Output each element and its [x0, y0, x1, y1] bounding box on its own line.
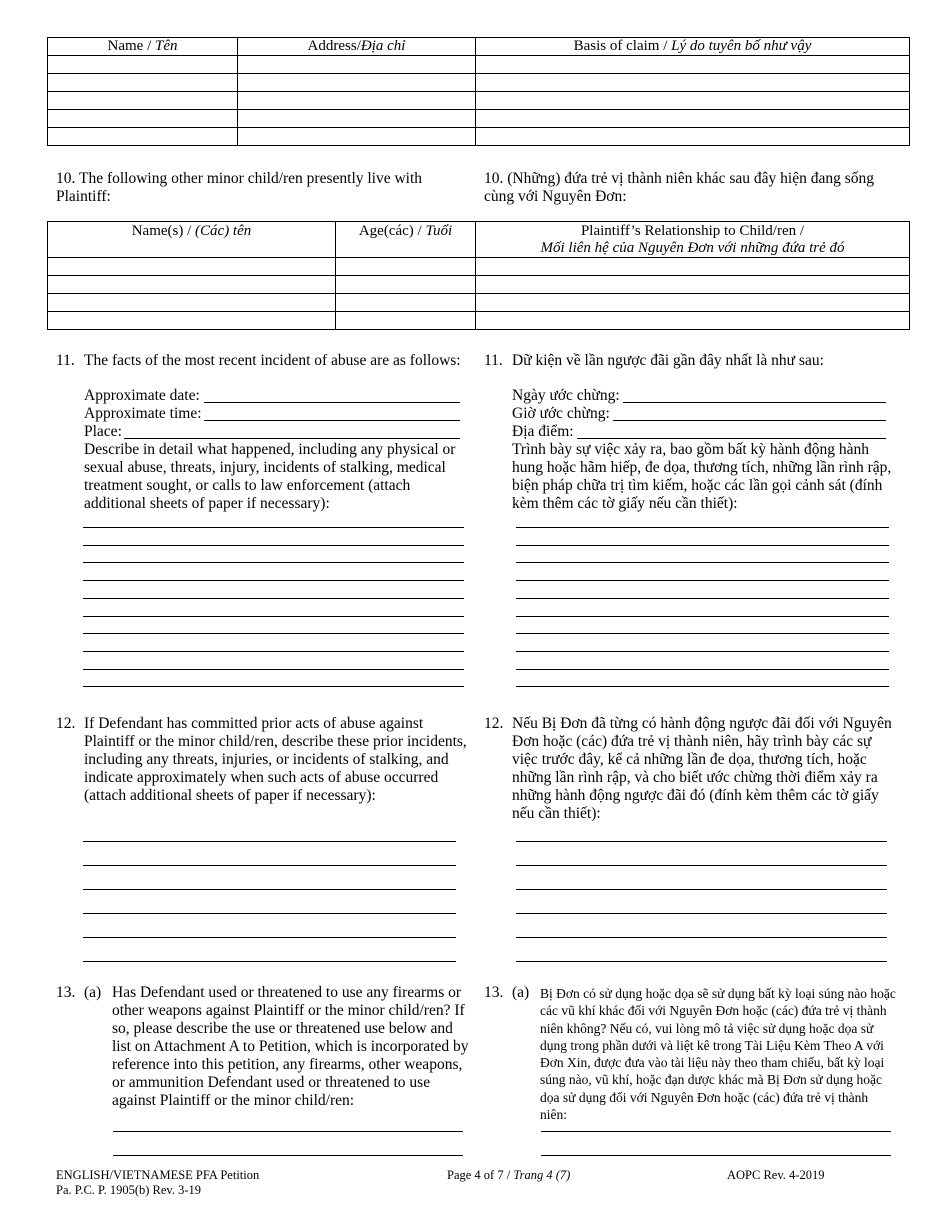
answer-line[interactable]: [83, 913, 456, 914]
section-13-en-number: 13.: [56, 984, 76, 1001]
table-row: [48, 74, 910, 92]
answer-line[interactable]: [83, 562, 464, 563]
answer-line[interactable]: [83, 598, 464, 599]
answer-line[interactable]: [516, 651, 889, 652]
answer-line[interactable]: [516, 889, 887, 890]
section-11-en-number: 11.: [56, 352, 75, 369]
age-cell[interactable]: [336, 294, 476, 312]
age-cell[interactable]: [336, 276, 476, 294]
address-cell[interactable]: [238, 74, 476, 92]
age-cell[interactable]: [336, 312, 476, 330]
approx-date-label: Approximate date:: [84, 387, 200, 404]
section-13-vi-text: Bị Đơn có sử dụng hoặc dọa sẽ sử dụng bất kỳ loại súng nào hoặc các vũ khí khác đối với Nguyên Đơn hoặc (các) đứa trẻ vị thành niên không? Nếu có, vui lòng mô tả việc sử dụng hoặc dọa sử dụng trong phần dưới và liệt kê trong Tài Liệu Kèm Theo A với Đơn Xin, được đưa vào tài liệu này theo tham chiếu, bất kỳ loại súng nào, vũ khí, hoặc đạn dược khác mà Bị Đơn sử dụng hoặc dọa sử dụng đối với Nguyên Đơn hoặc (các) đứa trẻ vị thành niên:: [540, 986, 896, 1123]
basis-cell[interactable]: [476, 74, 910, 92]
answer-line[interactable]: [83, 633, 464, 634]
section-11-vi-description: Trình bày sự việc xảy ra, bao gồm bất kỳ hành động hành hung hoặc hãm hiếp, đe dọa, thương tích, những lần rình rập, biện pháp chữa trị tìm kiếm, hoặc các lần gọi cảnh sát (đính kèm thêm các tờ giấy nếu cần thiết):: [512, 441, 892, 512]
section-11-vi-title: Dữ kiện về lần ngược đãi gần đây nhất là như sau:: [512, 352, 824, 369]
answer-line[interactable]: [83, 527, 464, 528]
ngay-label: Ngày ước chừng:: [512, 387, 620, 404]
place-label: Place:: [84, 423, 122, 440]
table-row: [48, 276, 910, 294]
table-row: [48, 294, 910, 312]
header-child-names: Name(s) / (Các) tên: [48, 222, 336, 258]
answer-line[interactable]: [516, 865, 887, 866]
answer-line[interactable]: [516, 686, 889, 687]
approx-time-label: Approximate time:: [84, 405, 202, 422]
answer-line[interactable]: [83, 889, 456, 890]
header-name: Name / Tên: [48, 38, 238, 56]
answer-line[interactable]: [516, 598, 889, 599]
section-13-en-text: Has Defendant used or threatened to use any firearms or other weapons against Plaintiff or the minor child/ren? If so, please describe the use or threatened use below and list on Attachment A to Petition, which is incorporated by reference into this petition, any firearms, other weapons, or ammunition Defendant used or threatened to use against Plaintiff or the minor child/ren:: [112, 984, 469, 1109]
table-row: [48, 110, 910, 128]
answer-line[interactable]: [516, 562, 889, 563]
section-12-vi-number: 12.: [484, 715, 504, 732]
answer-line[interactable]: [516, 633, 889, 634]
answer-line[interactable]: [83, 651, 464, 652]
child-name-cell[interactable]: [48, 294, 336, 312]
age-cell[interactable]: [336, 258, 476, 276]
form-title: ENGLISH/VIETNAMESE PFA Petition Pa. P.C. P. 1905(b) Rev. 3-19: [56, 1168, 260, 1197]
table-row: [48, 128, 910, 146]
answer-line[interactable]: [113, 1155, 463, 1156]
answer-line[interactable]: [516, 545, 889, 546]
answer-line[interactable]: [516, 913, 887, 914]
answer-line[interactable]: [516, 669, 889, 670]
header-basis: Basis of claim / Lý do tuyên bố như vậy: [476, 38, 910, 56]
name-cell[interactable]: [48, 56, 238, 74]
answer-line[interactable]: [83, 545, 464, 546]
page-number: Page 4 of 7 / Trang 4 (7): [447, 1168, 571, 1182]
ngay-line[interactable]: [623, 402, 886, 403]
basis-cell[interactable]: [476, 128, 910, 146]
section-10-en: 10. The following other minor child/ren presently live with Plaintiff:: [56, 170, 423, 205]
section-11-en-description: Describe in detail what happened, including any physical or sexual abuse, threats, injury, incidents of stalking, medical treatment sought, or calls to law enforcement (attach additional sheets of paper if necessary):: [84, 441, 456, 512]
answer-line[interactable]: [83, 686, 464, 687]
section-12-en-text: If Defendant has committed prior acts of abuse against Plaintiff or the minor child/ren, describe these prior incidents, including any threats, injuries, or incidents of stalking, and indicate approximately when such acts of abuse occurred (attach additional sheets of paper if necessary):: [84, 715, 467, 804]
claims-table: [47, 37, 910, 146]
approx-date-line[interactable]: [204, 402, 460, 403]
answer-line[interactable]: [541, 1155, 891, 1156]
address-cell[interactable]: [238, 128, 476, 146]
relationship-cell[interactable]: [476, 312, 910, 330]
answer-line[interactable]: [83, 669, 464, 670]
relationship-cell[interactable]: [476, 294, 910, 312]
revision-label: AOPC Rev. 4-2019: [727, 1168, 825, 1182]
section-12-en-number: 12.: [56, 715, 76, 732]
place-line[interactable]: [124, 438, 460, 439]
table-row: [48, 258, 910, 276]
section-11-vi-number: 11.: [484, 352, 503, 369]
section-13-en-sub: (a): [84, 984, 102, 1001]
header-relationship: Plaintiff’s Relationship to Child/ren / Mối liên hệ của Nguyên Đơn với những đứa trẻ đó: [476, 222, 910, 258]
name-cell[interactable]: [48, 74, 238, 92]
children-table: [47, 221, 910, 330]
section-13-vi-sub: (a): [512, 984, 530, 1001]
answer-line[interactable]: [516, 937, 887, 938]
answer-line[interactable]: [83, 616, 464, 617]
answer-line[interactable]: [541, 1131, 891, 1132]
name-cell[interactable]: [48, 110, 238, 128]
address-cell[interactable]: [238, 110, 476, 128]
section-10-vi: 10. (Những) đứa trẻ vị thành niên khác sau đây hiện đang sống cùng với Nguyên Đơn:: [484, 170, 874, 205]
table-row: [48, 56, 910, 74]
answer-line[interactable]: [516, 961, 887, 962]
relationship-cell[interactable]: [476, 276, 910, 294]
section-13-vi-number: 13.: [484, 984, 504, 1001]
basis-cell[interactable]: [476, 56, 910, 74]
header-age: Age(các) / Tuổi: [336, 222, 476, 258]
child-name-cell[interactable]: [48, 276, 336, 294]
answer-line[interactable]: [83, 580, 464, 581]
answer-line[interactable]: [516, 527, 889, 528]
answer-line[interactable]: [516, 841, 887, 842]
answer-line[interactable]: [83, 937, 456, 938]
basis-cell[interactable]: [476, 110, 910, 128]
answer-line[interactable]: [113, 1131, 463, 1132]
section-12-vi-text: Nếu Bị Đơn đã từng có hành động ngược đãi đối với Nguyên Đơn hoặc (các) đứa trẻ vị thành niên, hãy trình bày các sự việc trước đây, kể cả những lần đe dọa, thương tích, hoặc những lần rình rập, và cho biết ước chừng thời điểm xảy ra những hành động ngược đãi đó (đính kèm thêm các tờ giấy nếu cần thiết):: [512, 715, 892, 822]
answer-line[interactable]: [516, 616, 889, 617]
child-name-cell[interactable]: [48, 312, 336, 330]
answer-line[interactable]: [83, 841, 456, 842]
name-cell[interactable]: [48, 128, 238, 146]
dia-diem-label: Địa điểm:: [512, 423, 574, 440]
relationship-cell[interactable]: [476, 258, 910, 276]
basis-cell[interactable]: [476, 92, 910, 110]
address-cell[interactable]: [238, 92, 476, 110]
gio-line[interactable]: [613, 420, 886, 421]
answer-line[interactable]: [516, 580, 889, 581]
name-cell[interactable]: [48, 92, 238, 110]
table-row: [48, 312, 910, 330]
child-name-cell[interactable]: [48, 258, 336, 276]
answer-line[interactable]: [83, 865, 456, 866]
approx-time-line[interactable]: [204, 420, 460, 421]
dia-diem-line[interactable]: [577, 438, 886, 439]
gio-label: Giờ ước chừng:: [512, 405, 610, 422]
answer-line[interactable]: [83, 961, 456, 962]
header-address: Address/Địa chỉ: [238, 38, 476, 56]
address-cell[interactable]: [238, 56, 476, 74]
section-11-en-title: The facts of the most recent incident of abuse are as follows:: [84, 352, 461, 369]
table-row: [48, 92, 910, 110]
